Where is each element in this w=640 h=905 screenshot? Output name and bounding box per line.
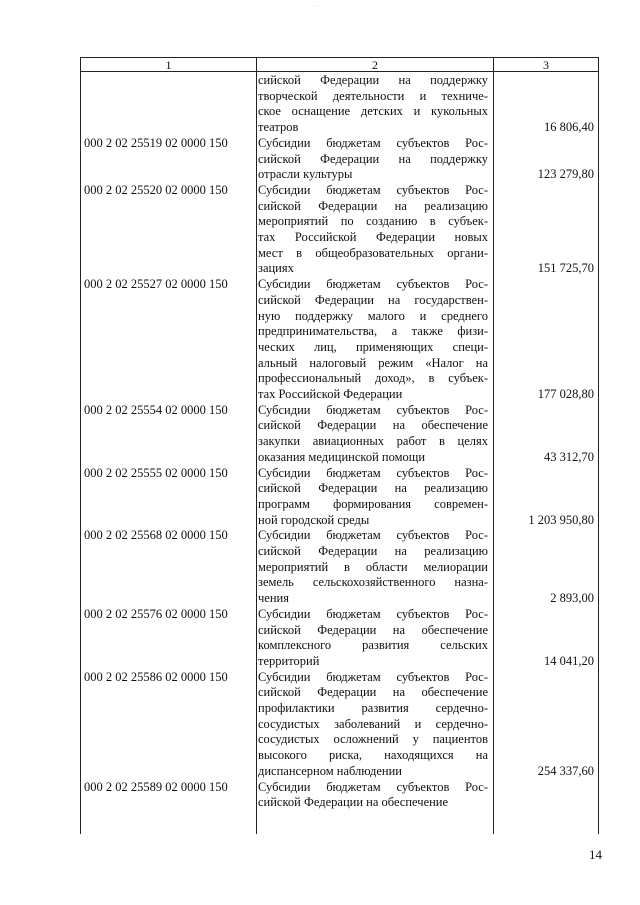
- page-number: 14: [589, 847, 602, 862]
- description-line: чения: [258, 591, 289, 606]
- description-line: сийской Федерации на государствен-: [258, 292, 488, 307]
- header-col-3: 3: [543, 58, 549, 72]
- table-row-description: [258, 528, 488, 607]
- description-line: отрасли культуры: [258, 167, 353, 182]
- table-row-amount: 254 337,60: [537, 763, 594, 778]
- table-row-description: [258, 670, 488, 780]
- description-line: сийской Федерации на обеспечение: [258, 622, 488, 637]
- description-line: театров: [258, 120, 299, 135]
- table-row-description: [258, 73, 488, 136]
- description-line: мест в общеобразовательных органи-: [258, 245, 488, 260]
- description-line: тах Российской Федерации новых: [258, 230, 488, 244]
- description-line: Субсидии бюджетам субъектов Рос-: [258, 277, 488, 292]
- header-col-1: 1: [165, 58, 172, 72]
- table-row-code: 000 2 02 25586 02 0000 150: [84, 669, 228, 684]
- description-line: Субсидии бюджетам субъектов Рос-: [258, 606, 488, 621]
- table-row-amount: 1 203 950,80: [528, 512, 594, 527]
- description-line: Субсидии бюджетам субъектов Рос-: [258, 779, 488, 794]
- description-line: творческой деятельности и техниче-: [258, 88, 488, 103]
- table-row-amount: 2 893,00: [550, 591, 594, 606]
- description-line: диспансерном наблюдении: [258, 763, 402, 778]
- description-line: Субсидии бюджетам субъектов Рос-: [258, 465, 488, 480]
- description-line: ское оснащение детских и кукольных: [258, 104, 488, 119]
- table-row-description: [258, 183, 488, 277]
- revenue-table: [80, 57, 599, 834]
- table-row-amount: 123 279,80: [537, 167, 594, 182]
- description-line: сийской Федерации на поддержку: [258, 151, 488, 166]
- description-line: территорий: [258, 653, 320, 668]
- description-line: высокого риска, находящихся на: [258, 748, 488, 763]
- description-line: ческих лиц, применяющих специ-: [258, 339, 488, 354]
- description-line: мероприятий по созданию в субъек-: [258, 214, 488, 229]
- description-line: предпринимательства, а также физи-: [258, 324, 488, 339]
- table-row-code: 000 2 02 25576 02 0000 150: [84, 606, 228, 621]
- table-row-code: 000 2 02 25554 02 0000 150: [84, 402, 228, 417]
- description-line: программ формирования современ-: [258, 496, 488, 511]
- table-row-code: 000 2 02 25555 02 0000 150: [84, 465, 228, 480]
- description-line: сийской Федерации на реализацию: [258, 481, 488, 496]
- description-line: зациях: [258, 261, 294, 276]
- description-line: ную поддержку малого и среднего: [258, 308, 488, 323]
- description-line: Субсидии бюджетам субъектов Рос-: [258, 182, 488, 197]
- scan-artifact: · ·: [314, 4, 320, 10]
- table-row-code: 000 2 02 25589 02 0000 150: [84, 779, 228, 794]
- description-line: мероприятий в области мелиорации: [258, 559, 488, 574]
- table-row-code: 000 2 02 25520 02 0000 150: [84, 182, 228, 197]
- table-row-amount: 177 028,80: [537, 387, 594, 401]
- header-col-2: 2: [372, 58, 378, 72]
- table-row-code: 000 2 02 25527 02 0000 150: [84, 277, 228, 292]
- description-line: сийской Федерации на обеспечение: [258, 685, 488, 700]
- description-line: профессиональный доход», в субъек-: [258, 371, 488, 386]
- table-row-amount: 16 806,40: [544, 120, 594, 135]
- description-line: Субсидии бюджетам субъектов Рос-: [258, 402, 488, 417]
- table-header-row: [81, 57, 598, 72]
- table-row-amount: 14 041,20: [544, 653, 594, 668]
- description-line: комплексного развития сельских: [258, 638, 488, 653]
- description-line: ной городской среды: [258, 512, 370, 527]
- description-line: Субсидии бюджетам субъектов Рос-: [258, 669, 488, 684]
- description-line: оказания медицинской помощи: [258, 449, 426, 464]
- description-line: сийской Федерации на реализацию: [258, 198, 488, 213]
- description-line: сийской Федерации на реализацию: [258, 544, 488, 558]
- description-line: профилактики развития сердечно-: [258, 701, 488, 715]
- description-line: сийской Федерации на обеспечение: [258, 795, 449, 810]
- table-row-description: [258, 607, 488, 670]
- column-divider-1: [256, 57, 257, 834]
- table-row-description: [258, 403, 488, 466]
- description-line: сийской Федерации на обеспечение: [258, 418, 488, 433]
- description-line: альный налоговый режим «Налог на: [258, 355, 488, 370]
- description-line: Субсидии бюджетам субъектов Рос-: [258, 135, 488, 150]
- description-line: сосудистых осложнений у пациентов: [258, 732, 488, 747]
- description-line: Субсидии бюджетам субъектов Рос-: [258, 528, 488, 543]
- description-line: сосудистых заболеваний и сердечно-: [258, 716, 488, 731]
- description-line: земель сельскохозяйственного назна-: [258, 575, 488, 590]
- table-row-description: [258, 466, 488, 529]
- table-row-description: [258, 780, 488, 811]
- table-row-code: 000 2 02 25568 02 0000 150: [84, 528, 228, 543]
- table-row-code: 000 2 02 25519 02 0000 150: [84, 135, 228, 150]
- table-row-amount: 151 725,70: [537, 261, 594, 276]
- description-line: закупки авиационных работ в целях: [258, 434, 488, 449]
- table-row-description: [258, 277, 488, 403]
- description-line: сийской Федерации на поддержку: [258, 73, 488, 87]
- table-row-amount: 43 312,70: [544, 449, 594, 464]
- table-row-description: [258, 136, 488, 183]
- description-line: тах Российской Федерации: [258, 387, 403, 402]
